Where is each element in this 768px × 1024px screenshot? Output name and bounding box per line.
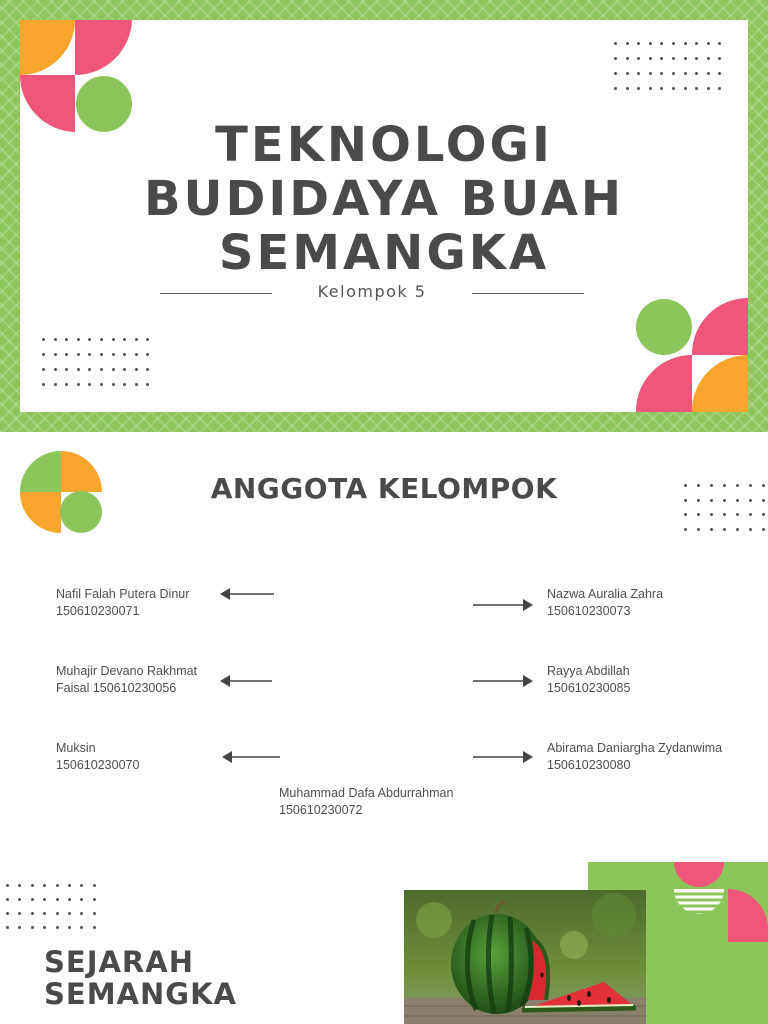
dot [684,528,687,531]
dot [710,484,713,487]
subtitle-divider-right [472,293,584,294]
dot [123,383,126,386]
dot [80,884,83,887]
dot [88,338,91,341]
dot [614,87,617,90]
members-heading: ANGGOTA KELOMPOK [210,472,558,505]
dot [697,513,700,516]
dot [123,338,126,341]
decorative-shapes-bottom-right [636,298,748,412]
dot [54,353,57,356]
main-title-line-2: BUDIDAYA BUAH [143,171,625,227]
dot [626,87,629,90]
dot [697,499,700,502]
dot [56,926,59,929]
member-id: 150610230070 [56,758,140,772]
dot [660,72,663,75]
member-id: 150610230080 [547,758,631,772]
dot [68,898,71,901]
dot [762,513,765,516]
dot [660,87,663,90]
dot [80,912,83,915]
dot [723,499,726,502]
dot [100,338,103,341]
dot-grid-bottom-left [42,338,154,388]
member-id: 150610230073 [547,604,631,618]
history-title-line-1: SEJARAH [44,945,194,979]
arrow-right-icon [473,750,533,764]
members-slide [0,432,768,862]
dot [42,353,45,356]
dot [718,87,721,90]
dot [100,383,103,386]
dot [672,42,675,45]
dot [684,42,687,45]
dot [112,353,115,356]
dot [146,338,149,341]
dot [112,368,115,371]
dot [6,912,9,915]
dot [88,383,91,386]
dot [77,338,80,341]
member-id: 150610230072 [279,803,363,817]
history-title-line-2: SEMANGKA [44,977,237,1011]
member-left-3 [56,740,139,774]
dot [749,484,752,487]
dot [68,884,71,887]
dot [626,57,629,60]
arrow-left-icon [220,674,272,688]
dot [649,87,652,90]
dot [684,513,687,516]
dot [68,926,71,929]
dot [54,368,57,371]
dot [672,72,675,75]
dot [626,72,629,75]
member-name: Abirama Daniargha Zydanwima [547,741,723,755]
dot [710,528,713,531]
dot [100,368,103,371]
dot [43,884,46,887]
dot [710,499,713,502]
dot [718,57,721,60]
dot [684,87,687,90]
title-card [20,20,748,412]
dot [710,513,713,516]
dot [637,87,640,90]
dot [88,353,91,356]
member-name: Muksin [56,741,96,755]
arrow-right-icon [473,598,533,612]
dot [31,898,34,901]
member-right-3 [547,740,722,774]
member-name: Rayya Abdillah [547,664,630,678]
dot [65,383,68,386]
member-name: Nazwa Auralia Zahra [547,587,664,601]
dot [123,353,126,356]
member-name: Nafil Falah Putera Dinur [56,587,190,601]
dot [749,528,752,531]
dot [18,884,21,887]
dot [707,57,710,60]
main-title-line-1: TEKNOLOGI [215,117,553,173]
dot [637,42,640,45]
dot [135,368,138,371]
dot [31,926,34,929]
dot [762,528,765,531]
dot [697,484,700,487]
dot [684,499,687,502]
subtitle: Kelompok 5 [317,282,427,301]
dot [54,338,57,341]
dot [660,57,663,60]
dot [723,528,726,531]
dot [660,42,663,45]
member-id: 150610230071 [56,604,140,618]
dot [56,898,59,901]
dot [80,926,83,929]
dot [637,57,640,60]
member-name: Muhajir Devano Rakhmat [56,664,198,678]
dot [65,368,68,371]
dot [93,926,96,929]
dot [614,72,617,75]
dot [31,884,34,887]
member-left-2 [56,663,197,697]
dot [42,368,45,371]
arrow-right-icon [473,674,533,688]
dot [135,338,138,341]
dot [695,42,698,45]
dot [684,72,687,75]
history-slide [0,862,768,1024]
member-right-2 [547,663,630,697]
dot [718,42,721,45]
dot [77,353,80,356]
dot [93,912,96,915]
dot [723,513,726,516]
dot [6,884,9,887]
member-name: Muhammad Dafa Abdurrahman [279,786,454,800]
dot [707,87,710,90]
dot [762,484,765,487]
dot [736,513,739,516]
dot [695,72,698,75]
dot-grid-right [684,484,764,534]
title-slide [0,0,768,432]
dot [42,383,45,386]
dot [135,353,138,356]
dot [112,383,115,386]
watermelon-photo [404,890,646,1024]
dot [93,884,96,887]
dot [80,898,83,901]
dot [749,513,752,516]
dot [736,528,739,531]
dot [718,72,721,75]
history-title [44,946,237,1010]
dot [77,368,80,371]
dot [695,87,698,90]
dot [146,383,149,386]
dot [672,57,675,60]
dot [762,499,765,502]
dot [18,926,21,929]
dot [736,499,739,502]
main-title-line-3: SEMANGKA [218,225,550,281]
main-title [20,118,748,280]
dot [31,912,34,915]
member-id: 150610230085 [547,681,631,695]
arrow-left-icon [222,750,280,764]
dot [697,528,700,531]
dot [707,42,710,45]
dot [88,368,91,371]
dot [614,42,617,45]
member-left-1 [56,586,189,620]
dot [695,57,698,60]
dot [723,484,726,487]
dot [649,42,652,45]
dot [684,484,687,487]
dot-grid-top-right [614,42,726,94]
dot [112,338,115,341]
dot [93,898,96,901]
dot [135,383,138,386]
dot [614,57,617,60]
member-center [279,785,453,819]
dot [146,368,149,371]
dot [100,353,103,356]
dot [123,368,126,371]
dot [68,912,71,915]
dot [18,898,21,901]
dot [6,898,9,901]
dot [626,42,629,45]
dot [65,353,68,356]
dot [43,926,46,929]
member-id: Faisal 150610230056 [56,681,177,695]
dot [42,338,45,341]
dot [56,912,59,915]
dot [684,57,687,60]
dot [749,499,752,502]
dot [146,353,149,356]
decorative-shapes-right [672,862,768,942]
dot [43,898,46,901]
dot [6,926,9,929]
dot-grid-left [6,884,102,932]
dot [649,57,652,60]
arrow-left-icon [220,587,274,601]
dot [43,912,46,915]
dot [65,338,68,341]
subtitle-row [160,282,584,304]
dot [672,87,675,90]
dot [18,912,21,915]
dot [77,383,80,386]
dot [54,383,57,386]
dot [637,72,640,75]
dot [736,484,739,487]
dot [707,72,710,75]
dot [56,884,59,887]
member-right-1 [547,586,663,620]
dot [649,72,652,75]
